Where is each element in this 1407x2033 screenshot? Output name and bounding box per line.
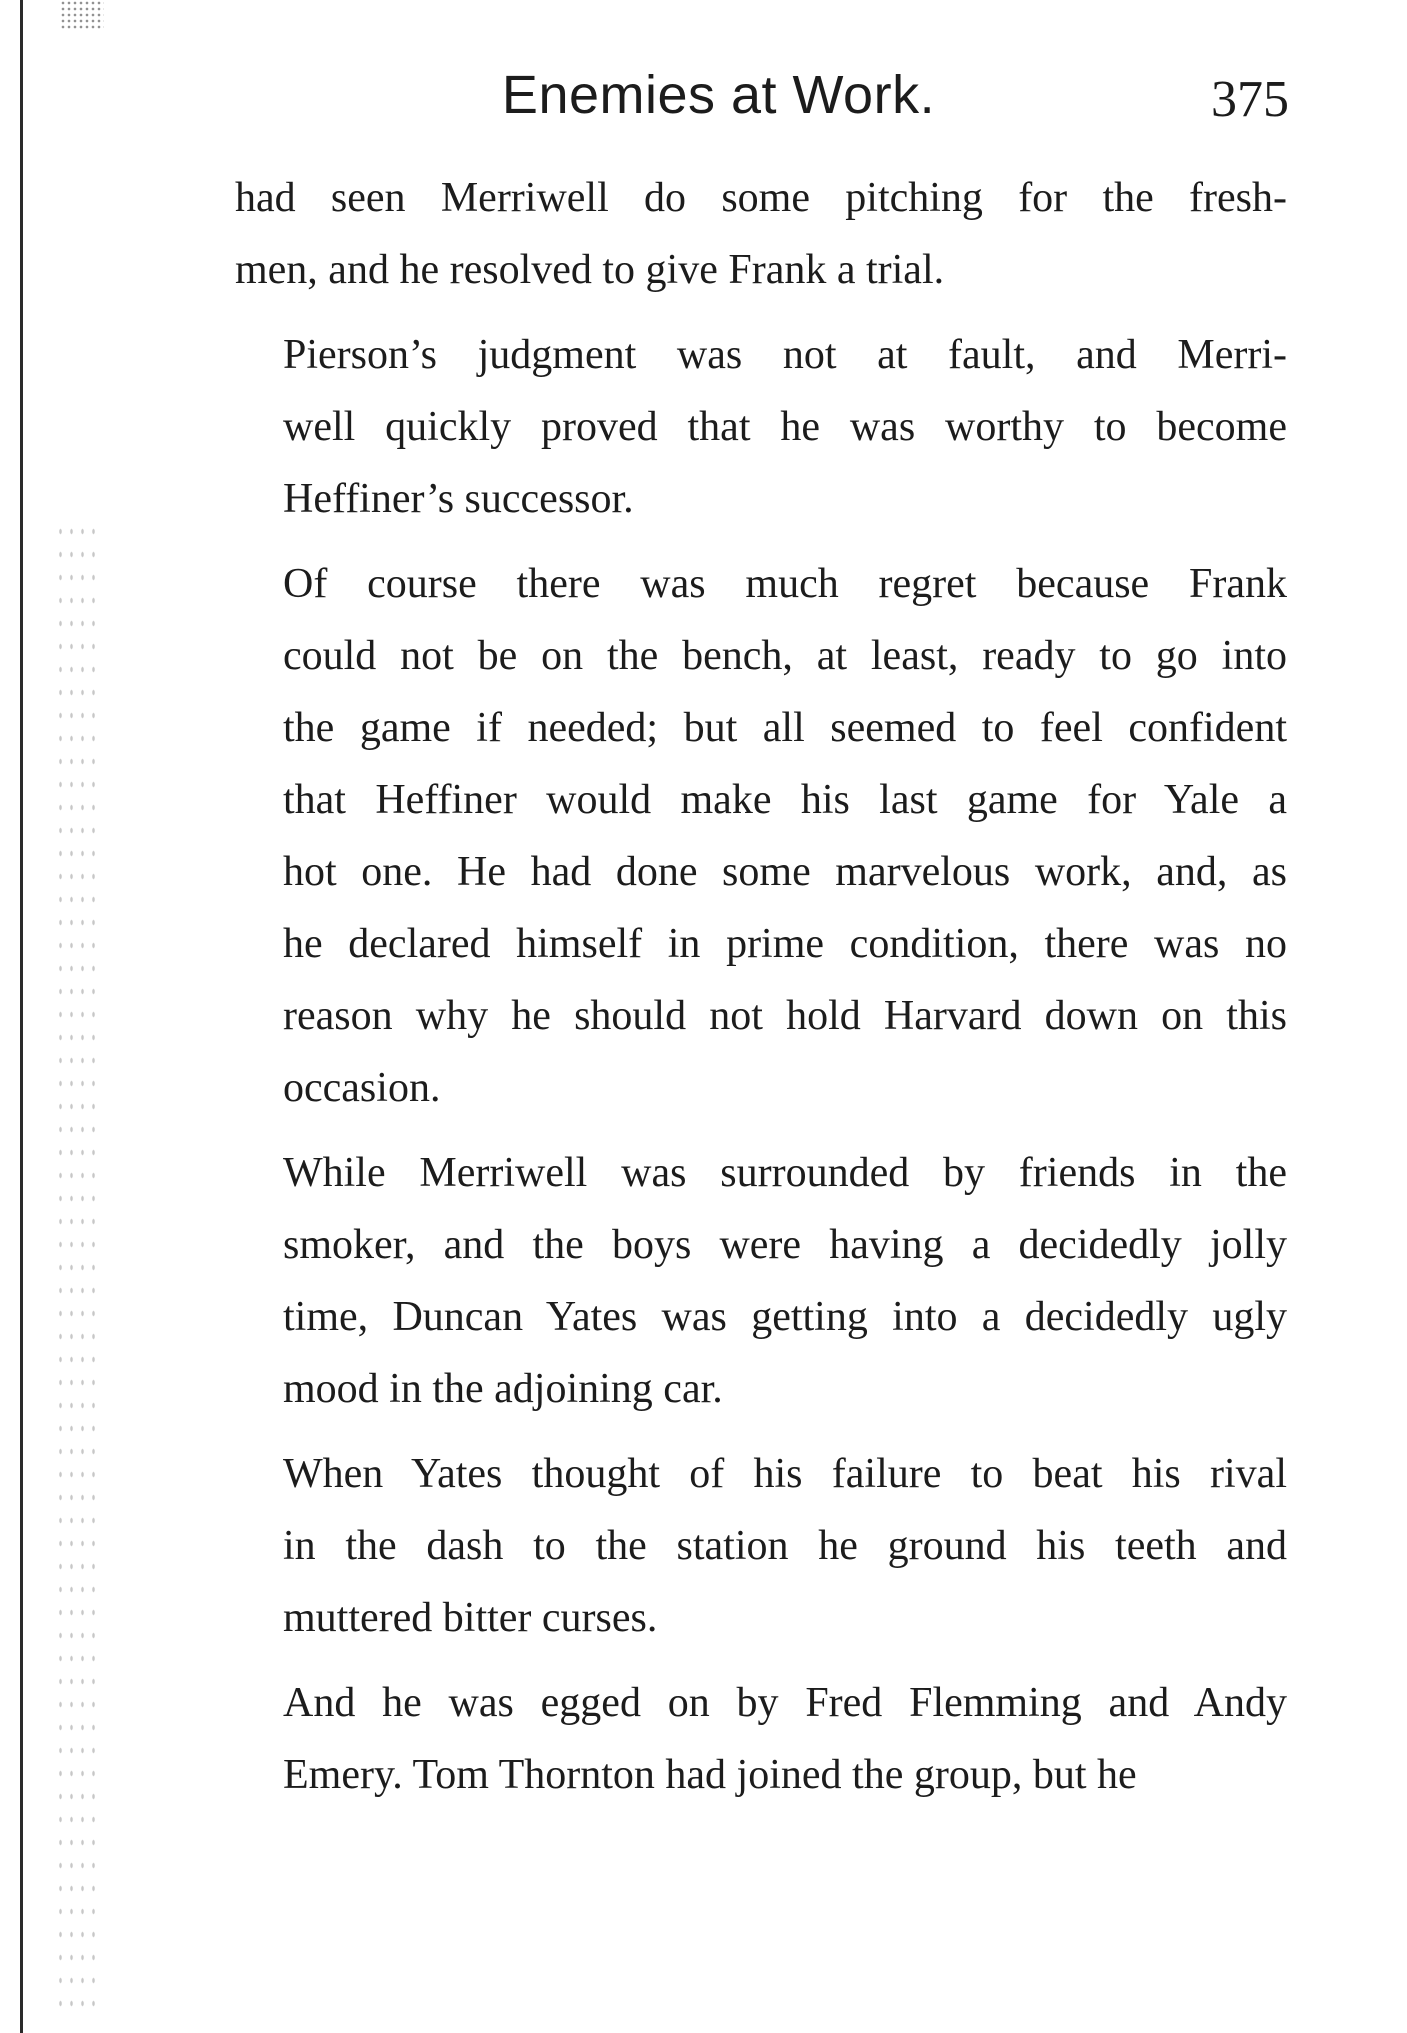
- text-line: could not be on the bench, at least, ready to go into: [283, 633, 1287, 679]
- text-line: When Yates thought of his failure to beat his rival: [283, 1451, 1287, 1497]
- text-line: in the dash to the station he ground his teeth and: [283, 1523, 1287, 1569]
- page-gutter-edge: [20, 0, 23, 2033]
- text-line: that Heffiner would make his last game for Yale a: [283, 777, 1287, 823]
- scan-specks: [55, 520, 95, 2020]
- text-line: Of course there was much regret because Frank: [283, 561, 1287, 607]
- text-line: Pierson’s judgment was not at fault, and Merri-: [283, 332, 1287, 378]
- paragraph: [235, 319, 1287, 535]
- paragraph: [235, 1667, 1287, 1811]
- body-text: [235, 162, 1287, 1824]
- page-number: 375: [1211, 71, 1289, 128]
- text-line: Heffiner’s successor.: [283, 476, 634, 522]
- text-line: muttered bitter curses.: [283, 1595, 658, 1641]
- paragraph: [235, 548, 1287, 1124]
- text-line: And he was egged on by Fred Flemming and Andy: [283, 1680, 1287, 1726]
- paragraph: [235, 1137, 1287, 1425]
- text-line: Emery. Tom Thornton had joined the group, but he: [283, 1752, 1137, 1798]
- paragraph: [235, 1438, 1287, 1654]
- text-line: mood in the adjoining car.: [283, 1366, 723, 1412]
- text-line: had seen Merriwell do some pitching for the fresh-: [235, 175, 1287, 221]
- running-head: [0, 64, 1407, 134]
- text-line: well quickly proved that he was worthy to become: [283, 404, 1287, 450]
- text-line: reason why he should not hold Harvard down on this: [283, 993, 1287, 1039]
- text-line: While Merriwell was surrounded by friends in the: [283, 1150, 1287, 1196]
- text-line: he declared himself in prime condition, there was no: [283, 921, 1287, 967]
- text-line: men, and he resolved to give Frank a trial.: [235, 247, 945, 293]
- text-line: time, Duncan Yates was getting into a decidedly ugly: [283, 1294, 1287, 1340]
- text-line: smoker, and the boys were having a decidedly jolly: [283, 1222, 1287, 1268]
- text-line: occasion.: [283, 1065, 441, 1111]
- binding-smudge: [60, 0, 104, 30]
- text-line: hot one. He had done some marvelous work, and, as: [283, 849, 1287, 895]
- text-line: the game if needed; but all seemed to feel confident: [283, 705, 1287, 751]
- running-head-title: Enemies at Work.: [501, 65, 936, 125]
- paragraph: [235, 162, 1287, 306]
